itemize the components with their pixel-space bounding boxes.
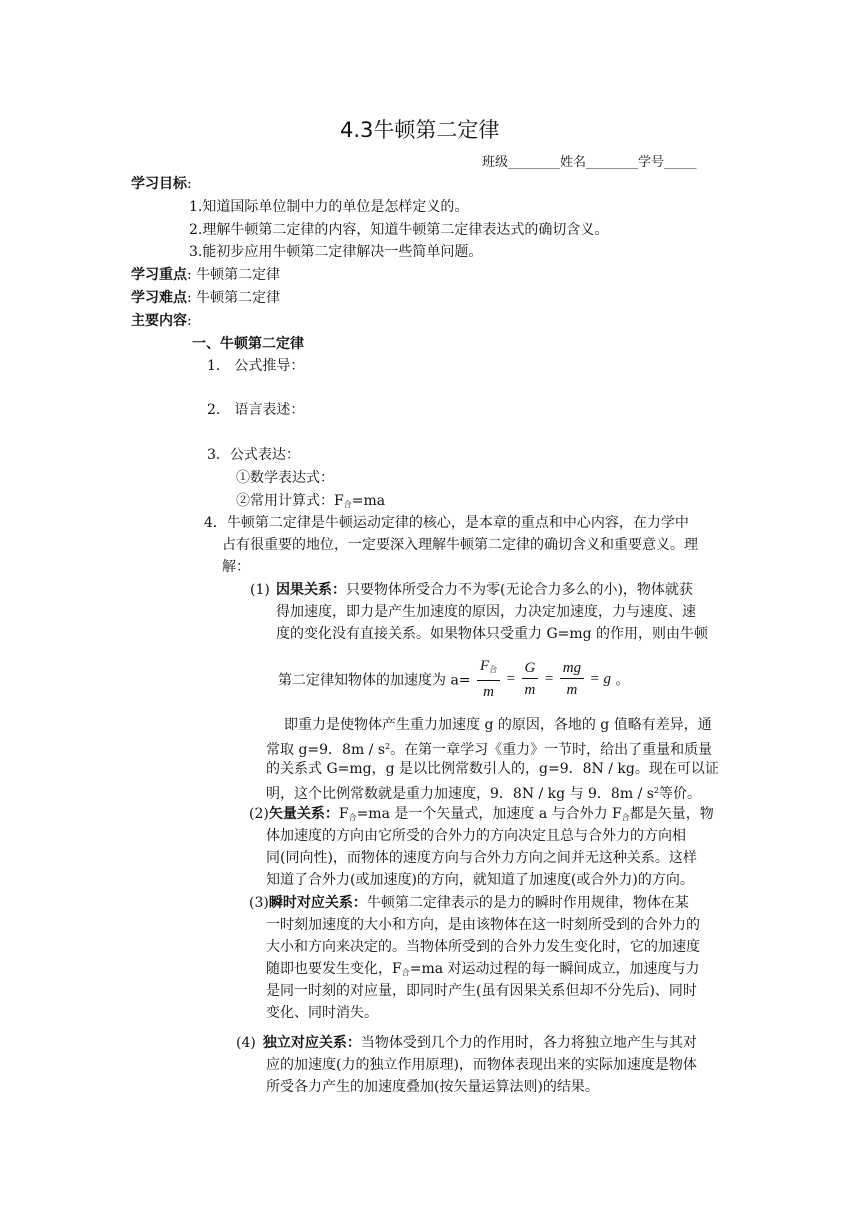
subscript-he: 合 [621,813,630,822]
common-formula-suffix: =ma [351,493,386,509]
text-line: 占有很重要的地位，一定要深入理解牛顿第二定律的确切含义和重要意义。理 [222,537,698,553]
focus-value: : 牛顿第二定律 [187,267,281,283]
gravity-symbol: g [603,671,611,687]
p3-label: (3) [249,895,269,911]
p3-line4a: 随即也要发生变化，F [266,961,402,977]
equals-sign: = [590,671,600,687]
focus-row [131,264,280,286]
frac-denominator: m [566,682,578,698]
text-line: 解： [222,559,250,575]
text-line: 4．牛顿第二定律是牛顿运动定律的核心，是本章的重点和中心内容，在力学中 [204,515,689,531]
frac-numerator: F [479,658,490,674]
fraction-mg-over-m [560,658,584,701]
text-line: 同(同向性)，而物体的速度方向与合外力方向之间并无这种关系。这样 [266,850,697,866]
item-math-expression: ①数学表达式： [236,470,334,486]
item-formula-expression: 3．公式表达： [207,447,300,463]
focus-heading: 学习重点 [131,267,187,283]
formula-end: 。 [615,672,630,689]
text-line [249,892,700,914]
text-line: 知道了合外力(或加速度)的方向，就知道了加速度(或合外力)的方向。 [266,872,694,888]
p4-label: (4) [236,1035,256,1051]
superscript-2: 2 [653,786,660,795]
text-line [276,579,708,601]
p2-line1c: 都是矢量，物 [629,806,714,822]
p1-line6a: 常取 g=9．8m / s [266,742,386,758]
goal-item: 3.能初步应用牛顿第二定律解决一些简单问题。 [189,244,483,260]
difficulty-value: : 牛顿第二定律 [187,290,281,306]
page-title: 4.3牛顿第二定律 [340,118,500,142]
text-line: 的关系式 G=mg，g 是以比例常数引人的，g=9．8N / kg。现在可以证 [266,761,719,777]
fraction-f-over-m [477,656,500,703]
text-line: 一时刻加速度的大小和方向，是由该物体在这一时刻所受到的合外力的 [266,917,700,933]
p1-label: (1) [250,582,270,598]
text-line: 即重力是使物体产生重力加速度 g 的原因，各地的 g 值略有差异，通 [284,717,712,733]
p1-body [276,579,708,645]
subscript-he: 合 [348,813,357,822]
text-line: 变化、同时消失。 [266,1005,378,1021]
main-colon: : [187,313,192,329]
equals-sign: = [506,671,516,687]
text-line: 体加速度的方向由它所受的合外力的方向决定且总与合外力的方向相 [266,828,686,844]
text-line: 得加速度，即力是产生加速度的原因，力决定加速度，力与速度、速 [276,604,696,620]
frac-numerator: G [522,658,539,679]
equals-sign: = [544,671,554,687]
p3-line4b: =ma 对运动过程的每一瞬间成立，加速度与力 [409,961,700,977]
text-line [249,803,714,825]
subscript-he: 合 [343,500,352,509]
item4-paragraph [204,512,698,578]
item-formula-derivation: 1. 公式推导： [207,358,305,374]
p3-line1: 牛顿第二定律表示的是力的瞬时作用规律，物体在某 [366,895,689,911]
p4-line1: 当物体受到几个力的作用时，各力将独立地产生与其对 [360,1035,697,1051]
goal-item: 2.理解牛顿第二定律的内容，知道牛顿第二定律表达式的确切含义。 [189,222,609,238]
p2-title: 矢量关系： [268,806,339,822]
main-heading-row [131,310,192,332]
text-line [266,736,719,758]
frac-denominator: m [483,684,494,700]
text-line [236,1032,697,1054]
p1-line8a: 明，这个比例常数就是重力加速度，9．8N / kg 与 9．8m / s [266,786,654,802]
item-language-statement: 2. 语言表述： [207,402,305,418]
text-line: 是同一时刻的对应量，即同时产生(虽有因果关系但却不分先后)、同时 [266,983,697,999]
frac-denominator: m [524,682,536,698]
goal-item: 1.知道国际单位制中力的单位是怎样定义的。 [189,199,469,215]
p4-body [236,1032,697,1098]
goals-heading-text: 学习目标 [131,176,187,192]
section-heading: 一、牛顿第二定律 [192,336,304,352]
difficulty-row [131,287,280,309]
p2-line1a: F [338,806,349,822]
p1-body-cont [266,714,719,802]
p3-title: 瞬时对应关系： [268,895,367,911]
p2-body [249,803,714,891]
acceleration-formula [278,656,629,703]
fraction-g-over-m [522,658,539,701]
goals-heading [131,173,192,195]
p2-line1b: =ma 是一个矢量式，加速度 a 与合外力 F [356,806,622,822]
subscript-he: 合 [401,968,410,977]
main-heading: 主要内容 [131,313,187,329]
p4-title: 独立对应关系： [262,1035,361,1051]
text-line: 所受各力产生的加速度叠加(按矢量运算法则)的结果。 [266,1079,599,1095]
p1-line6b: 。在第一章学习《重力》一节时，给出了重量和质量 [390,742,713,758]
text-line [266,780,719,802]
common-formula-prefix: ②常用计算式：F [236,493,344,509]
formula-prefix: 第二定律知物体的加速度为 a= [278,672,471,689]
superscript-2: 2 [385,742,391,751]
text-line [249,958,700,980]
text-line: 应的加速度(力的独立作用原理)，而物体表现出来的实际加速度是物体 [266,1057,697,1073]
p2-label: (2) [249,806,269,822]
class-info: 班级________姓名________学号_____ [482,155,697,170]
difficulty-heading: 学习难点 [131,290,187,306]
p1-line8b: 等价。 [659,786,702,802]
goals-colon: : [187,176,192,192]
subscript-he: 合 [489,665,498,674]
frac-numerator: mg [560,658,584,679]
text-line: 度的变化没有直接关系。如果物体只受重力 G=mg 的作用，则由牛顿 [276,626,709,642]
text-line: 大小和方向来决定的。当物体所受到的合外力发生变化时，它的加速度 [266,939,700,955]
p1-line1: 只要物体所受合力不为零(无论合力多么的小)，物体就获 [346,582,693,598]
p1-title: 因果关系： [276,582,346,598]
p3-body [249,892,700,1024]
